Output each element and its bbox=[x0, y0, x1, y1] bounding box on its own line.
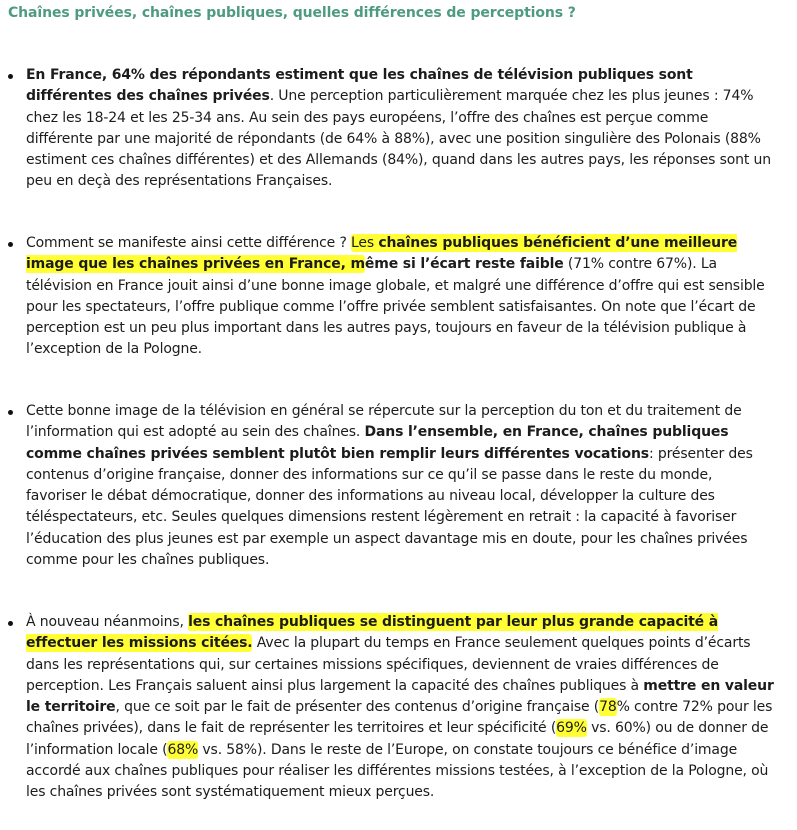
bullet-text-4 bbox=[26, 612, 774, 804]
bold-text: mettre en valeur le territoire bbox=[26, 677, 774, 716]
bullet-dot-icon bbox=[8, 621, 13, 626]
highlighted-number: 69% bbox=[556, 720, 587, 737]
bold-text: Dans l’ensemble, en France, chaînes publiques comme chaînes privées semblent plutôt bien remplir leurs différentes vocations bbox=[26, 424, 729, 462]
body-text: : présenter des contenus d’origine française, donner des informations sur ce qu’il se passe dans le reste du monde, favoriser le débat démocratique, donner des informations au niveau local, développer la culture des téléspectateurs, etc. Seules quelques dimensions restent légèrement en retrait : la capacité à favoriser l’éducation des plus jeunes est par exemple un aspect davantage mis en doute, pour les chaînes privées comme pour les chaînes publiques. bbox=[26, 445, 753, 569]
bold-lead: En France, 64% des répondants estiment que les chaînes de télévision publiques sont différentes des chaînes privées bbox=[26, 67, 693, 105]
body-text: % contre 72% pour les chaînes privées), dans le fait de représenter les territoires et leur spécificité ( bbox=[26, 699, 773, 737]
highlighted-number: 68% bbox=[167, 741, 199, 758]
body-text: vs. 58%). Dans le reste de l’Europe, on constate toujours ce bénéfice d’image accordé aux chaînes publiques pour réaliser les différentes missions testées, à l’exception de la Pologne, où les chaînes privées sont systématiquement mieux perçues. bbox=[26, 741, 769, 801]
body-text: Avec la plupart du temps en France seulement quelques points d’écarts dans les représentations qui, sur certaines missions spécifiques, deviennent de vraies différences de perception. Les Français saluent ainsi plus largement la capacité des chaînes publiques à bbox=[26, 635, 751, 694]
bullet-dot-icon bbox=[8, 242, 13, 247]
highlight-bold: chaînes publiques bénéficient d’une meilleure image que les chaînes privées en France, m bbox=[26, 235, 738, 273]
bullet-dot-icon bbox=[8, 74, 13, 79]
intro-text: À nouveau néanmoins, bbox=[26, 614, 189, 630]
bold-text: ême si l’écart reste faible bbox=[364, 256, 564, 273]
page-title: Chaînes privées, chaînes publiques, quelles différences de perceptions ? bbox=[8, 5, 576, 21]
highlight-bold: les chaînes publiques se distinguent par leur plus grande capacité à effectuer les missions citées. bbox=[26, 614, 719, 652]
intro-text: Comment se manifeste ainsi cette différence ? bbox=[26, 235, 352, 251]
bullet-text-2 bbox=[26, 233, 774, 361]
bullet-text-3 bbox=[26, 401, 774, 571]
highlight-plain: Les bbox=[351, 235, 379, 251]
highlighted-number: 78 bbox=[599, 699, 617, 716]
intro-text: Cette bonne image de la télévision en général se répercute sur la perception du ton et du traitement de l’information qui est adopté au sein des chaînes. bbox=[26, 403, 742, 441]
body-text: (71% contre 67%). La télévision en France jouit ainsi d’une bonne image globale, et malgré une différence d’offre qui est sensible pour les spectateurs, l’offre publique comme l’offre privée semblent satisfaisantes. On note que l’écart de perception est un peu plus important dans les autres pays, toujours en faveur de la télévision publique à l’exception de la Pologne. bbox=[26, 256, 765, 358]
body-text: . Une perception particulièrement marquée chez les plus jeunes : 74% chez les 18-24 et les 25-34 ans. Au sein des pays européens, l’offre des chaînes est perçue comme différente par une majorité de répondants (de 64% à 88%), avec une position singulière des Polonais (88% estiment ces chaînes différentes) et des Allemands (84%), quand dans les autres pays, les réponses sont un peu en deçà des représentations Françaises. bbox=[26, 88, 771, 190]
bullet-dot-icon bbox=[8, 410, 13, 415]
body-text: vs. 60%) ou de donner de l’information locale ( bbox=[26, 720, 769, 758]
body-text: , que ce soit par le fait de présenter des contenus d’origine française ( bbox=[115, 699, 600, 716]
bullet-text-1 bbox=[26, 65, 774, 193]
